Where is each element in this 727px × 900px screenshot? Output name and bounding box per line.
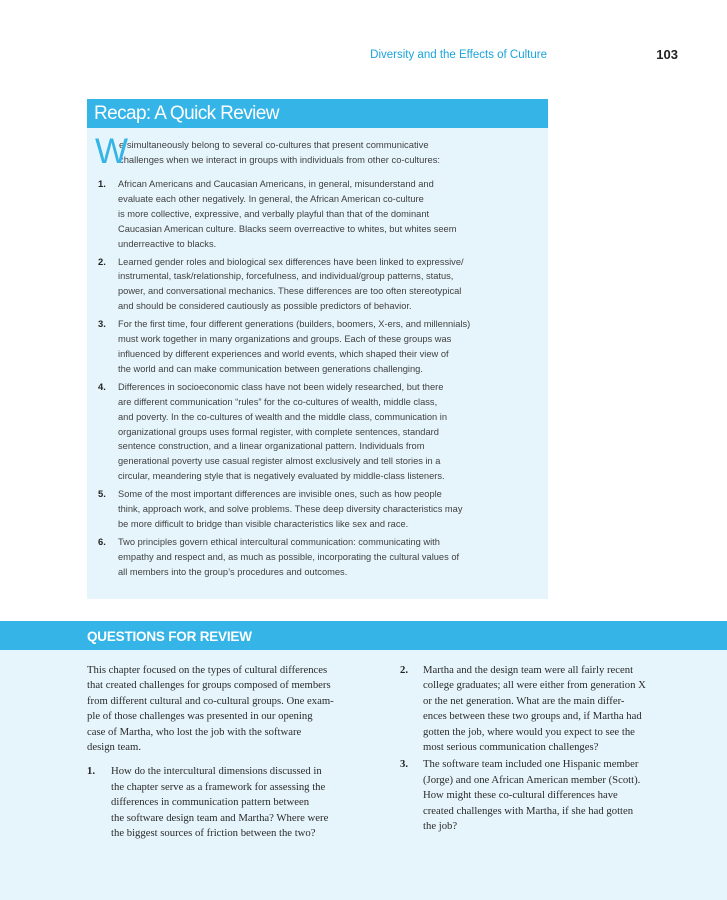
recap-item-line: think, approach work, and solve problems. These deep diversity characteristics may: [118, 504, 463, 515]
recap-item-line: circular, meandering style that is negatively evaluated by middle-class listeners.: [118, 471, 445, 482]
recap-item-line: are different communication “rules” for the co-cultures of wealth, middle class,: [118, 396, 438, 407]
recap-item-line: must work together in many organizations and groups. Each of these groups was: [118, 334, 452, 345]
page-number: 103: [656, 47, 678, 62]
recap-item-line: power, and conversational mechanics. These differences are too often stereotypical: [118, 286, 462, 297]
recap-item-number: 4.: [98, 380, 106, 392]
recap-item: [97, 380, 538, 484]
question-line: How might these co-cultural differences have: [423, 789, 618, 802]
recap-item-line: and poverty. In the co-cultures of wealth and the middle class, communication in: [118, 411, 448, 422]
question-item: [400, 757, 690, 834]
recap-item-line: underreactive to blacks.: [118, 238, 217, 249]
recap-item-line: all members into the group’s procedures and outcomes.: [118, 566, 348, 577]
drop-cap: W: [95, 132, 129, 171]
recap-item-line: African Americans and Caucasian Americans, in general, misunderstand and: [118, 179, 434, 189]
recap-item-line: sentence construction, and a linear organizational pattern. Individuals from: [118, 441, 425, 452]
recap-item-line: Learned gender roles and biological sex differences have been linked to expressive/: [118, 256, 464, 267]
recap-item-line: generational poverty use casual register almost exclusively and tell stories in a: [118, 456, 441, 467]
recap-item-number: 6.: [98, 535, 106, 547]
recap-box: [87, 99, 548, 599]
question-line: gotten the job, where would you expect to see the: [423, 725, 635, 738]
recap-item-line: and should be considered cautiously as possible predictors of behavior.: [118, 301, 412, 312]
recap-item-line: Two principles govern ethical intercultural communication: communicating with: [118, 536, 440, 547]
question-line: The software team included one Hispanic member: [423, 758, 639, 771]
recap-item-line: organizational groups uses formal register, with complete sentences, standard: [118, 426, 439, 437]
question-number: 3.: [400, 758, 409, 771]
question-item: [400, 663, 690, 755]
questions-section: [0, 621, 727, 900]
question-number: 2.: [400, 664, 409, 676]
questions-intro-line: that created challenges for groups composed of members: [87, 679, 331, 692]
recap-intro-line: challenges when we interact in groups with individuals from other co-cultures:: [119, 154, 440, 165]
recap-intro: [95, 132, 534, 171]
recap-item: [97, 177, 538, 252]
questions-intro-line: This chapter focused on the types of cultural differences: [87, 664, 328, 676]
recap-item: [97, 535, 538, 580]
recap-item-number: 1.: [98, 178, 106, 189]
questions-intro-line: case of Martha, who lost the job with the software: [87, 725, 302, 738]
question-line: the chapter serve as a framework for assessing the: [111, 780, 326, 793]
question-line: differences in communication pattern between: [111, 796, 310, 809]
question-line: created challenges with Martha, if she had gotten: [423, 804, 634, 817]
running-title: Diversity and the Effects of Culture: [370, 49, 547, 61]
recap-item-number: 3.: [98, 318, 106, 330]
recap-item-line: be more difficult to bridge than visible characteristics like sex and race.: [118, 518, 409, 529]
recap-item-line: For the first time, four different generations (builders, boomers, X-ers, and millennials): [118, 319, 471, 330]
questions-title: QUESTIONS FOR REVIEW: [0, 621, 727, 650]
recap-item-line: evaluate each other negatively. In general, the African American co-culture: [118, 193, 424, 204]
recap-intro-line: e simultaneously belong to several co-cultures that present communicative: [119, 139, 429, 150]
question-line: How do the intercultural dimensions discussed in: [111, 765, 322, 778]
questions-left-column: [87, 663, 377, 841]
question-line: (Jorge) and one African American member (Scott).: [423, 773, 641, 786]
questions-intro-line: ple of those challenges was presented in our opening: [87, 710, 313, 723]
recap-item-line: instrumental, task/relationship, forcefulness, and individual/group patterns, status,: [118, 271, 454, 282]
recap-item-line: Differences in socioeconomic class have not been widely researched, but there: [118, 381, 444, 392]
question-line: the biggest sources of friction between the two?: [111, 827, 316, 840]
question-number: 1.: [87, 765, 96, 778]
question-line: college graduates; all were either from generation X: [423, 679, 646, 692]
recap-item-line: empathy and respect and, as much as possible, incorporating the cultural values of: [118, 551, 460, 562]
question-line: most serious communication challenges?: [423, 741, 599, 754]
recap-item-line: influenced by different experiences and world events, which shaped their view of: [118, 348, 449, 359]
questions-intro-line: design team.: [87, 741, 142, 754]
question-line: the job?: [423, 820, 458, 833]
recap-item-line: the world and can make communication between generations challenging.: [118, 363, 423, 374]
recap-title: Recap: A Quick Review: [87, 99, 548, 128]
recap-item: [97, 487, 538, 532]
question-line: or the net generation. What are the main differ-: [423, 694, 625, 707]
recap-item: [97, 317, 538, 377]
questions-right-column: [400, 663, 690, 836]
questions-intro-line: from different cultural and co-cultural groups. One exam-: [87, 694, 334, 707]
recap-item-line: Some of the most important differences are invisible ones, such as how people: [118, 489, 442, 500]
recap-item-line: is more collective, expressive, and verbally playful than that of the dominant: [118, 208, 430, 219]
recap-item-number: 5.: [98, 488, 106, 500]
recap-item-line: Caucasian American culture. Blacks seem overreactive to whites, but whites seem: [118, 223, 457, 234]
running-head: [0, 47, 727, 65]
recap-list: [97, 177, 538, 580]
question-line: ences between these two groups and, if Martha had: [423, 710, 642, 723]
recap-item-number: 2.: [98, 255, 106, 267]
question-line: the software design team and Martha? Where were: [111, 811, 329, 824]
questions-intro: [87, 663, 377, 755]
recap-item: [97, 255, 538, 315]
question-item: [87, 764, 377, 841]
question-line: Martha and the design team were all fairly recent: [423, 664, 634, 676]
